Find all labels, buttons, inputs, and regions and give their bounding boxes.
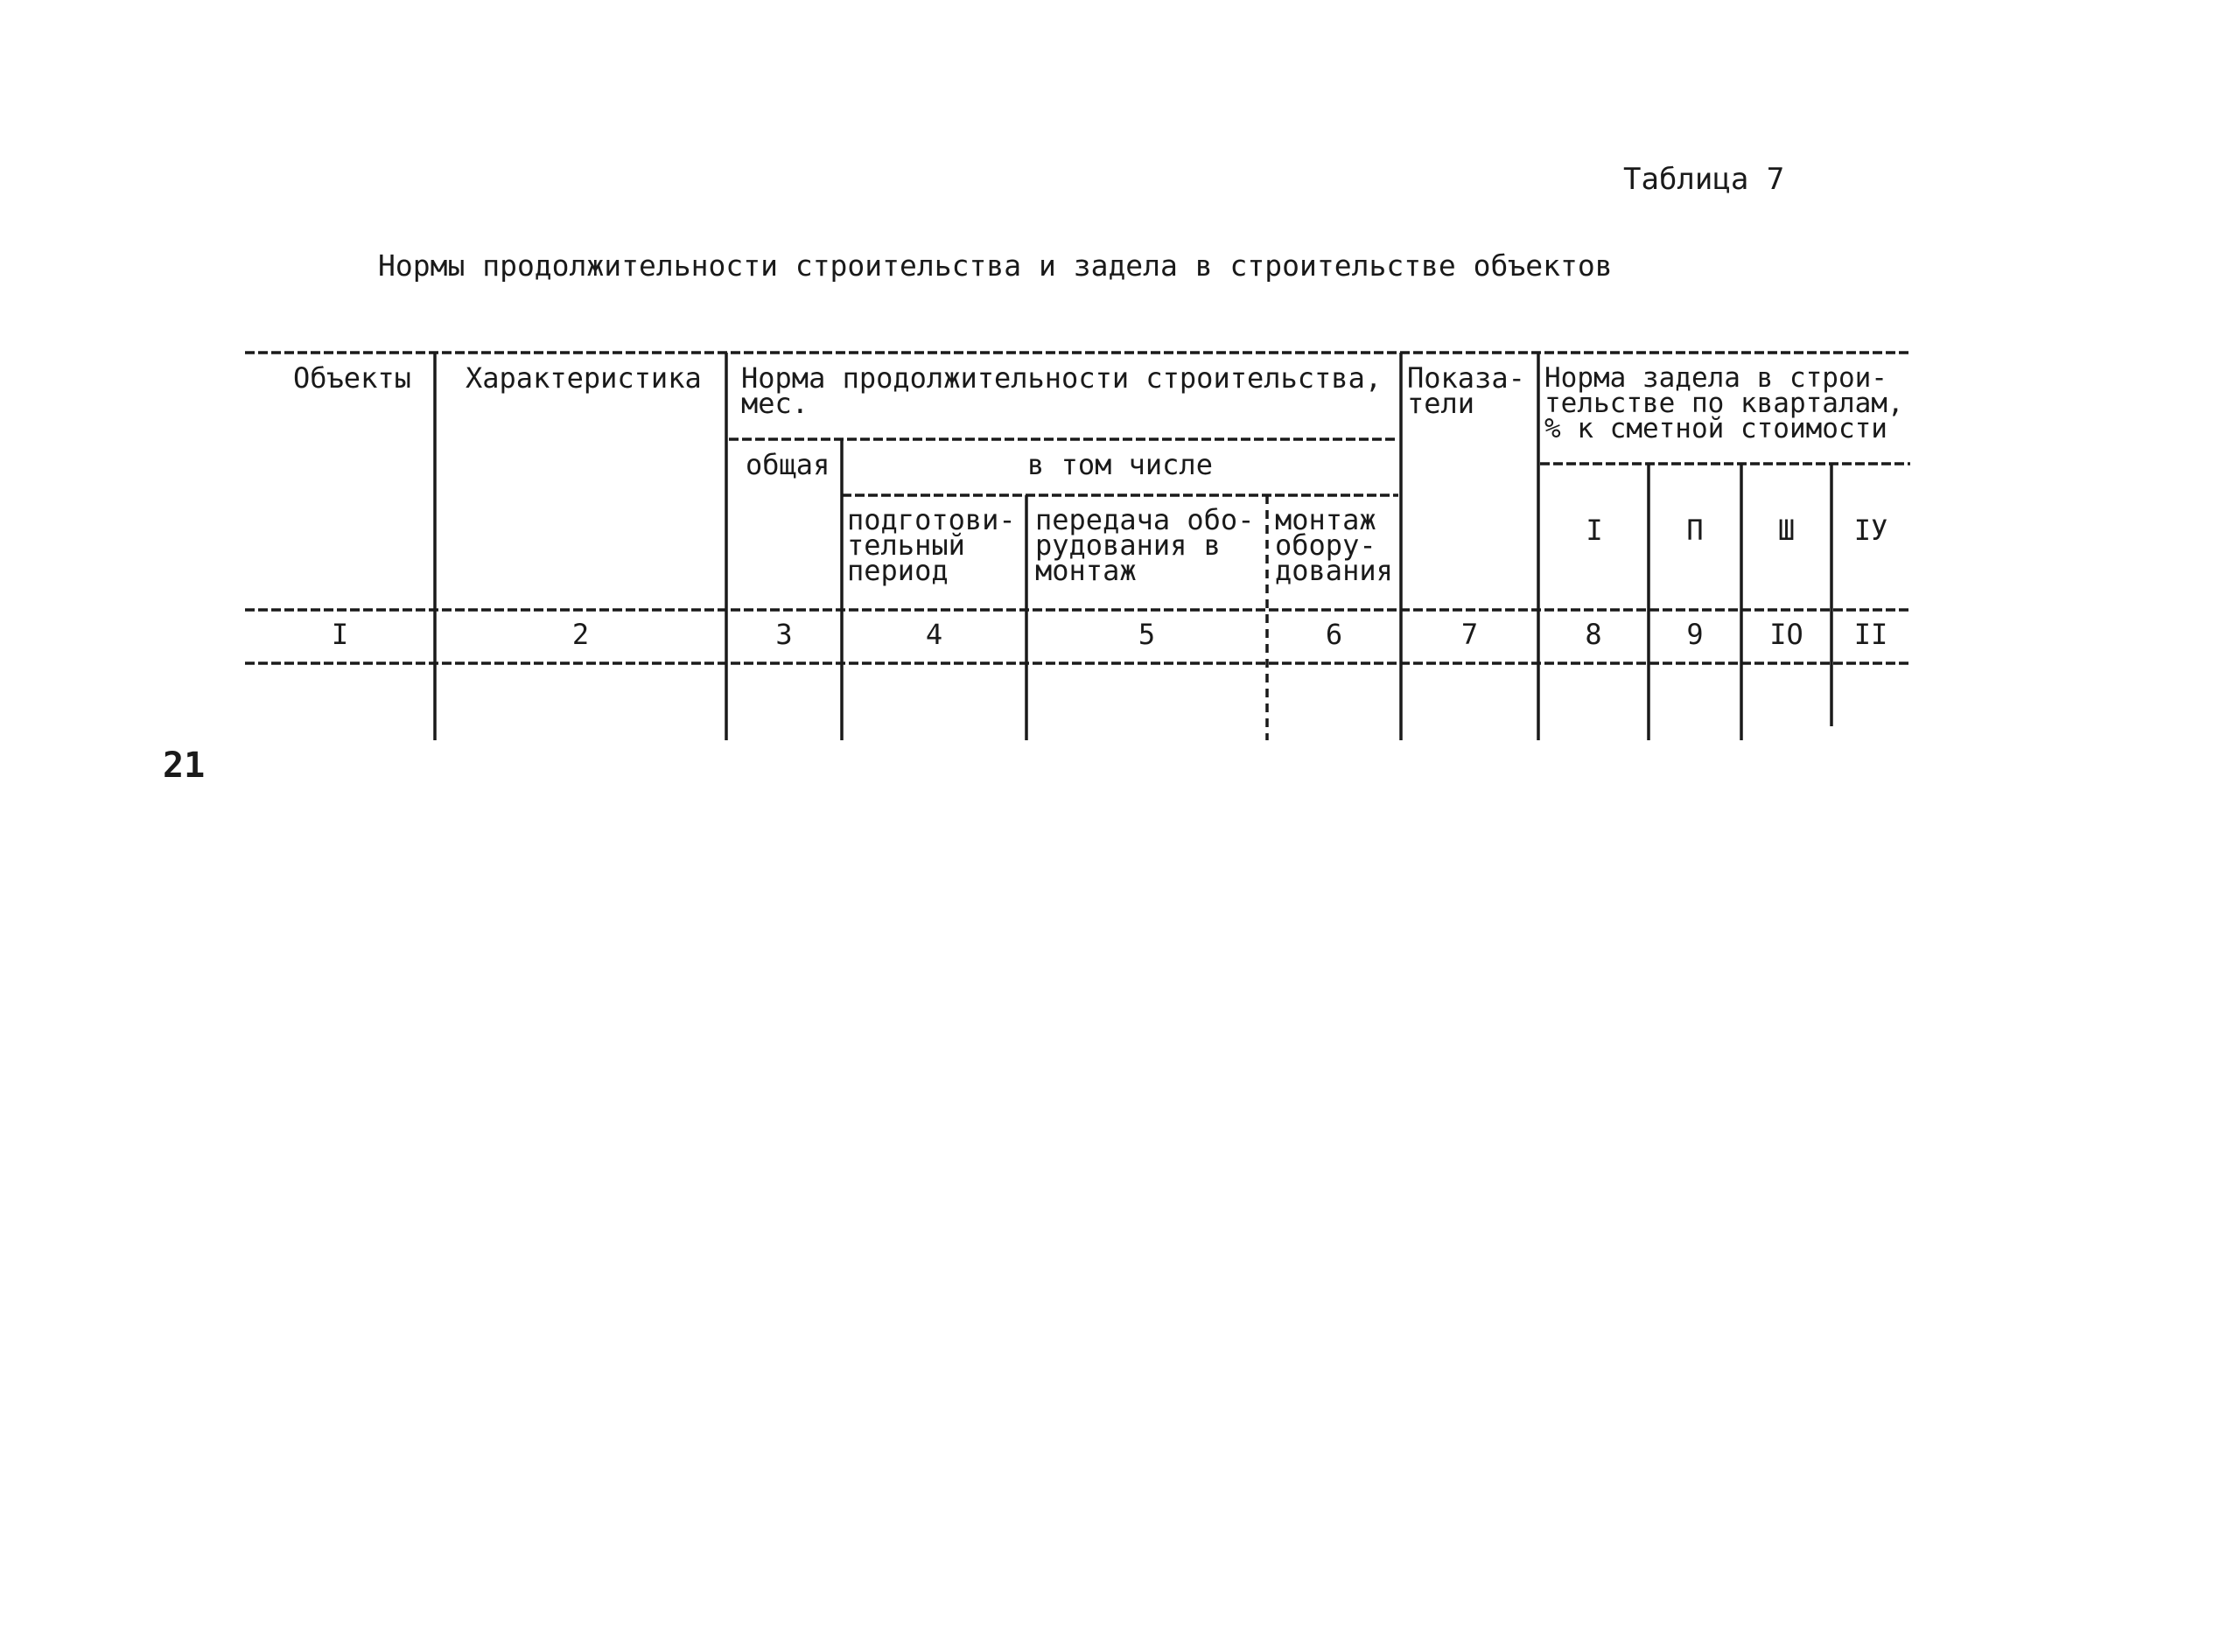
header-including: в том числе bbox=[1027, 448, 1213, 481]
header-backlog-line-2: тельстве по кварталам, bbox=[1544, 388, 1904, 419]
header-backlog-norm bbox=[1544, 362, 1904, 444]
header-equipment-transfer bbox=[1035, 503, 1255, 587]
header-backlog-line-1: Норма задела в строи- bbox=[1544, 362, 1887, 394]
header-quarter-2: П bbox=[1686, 514, 1704, 547]
column-number: 5 bbox=[1138, 618, 1156, 651]
table-label: Таблица 7 bbox=[1623, 162, 1785, 197]
column-number: II bbox=[1853, 618, 1888, 651]
header-quarter-4: IУ bbox=[1853, 514, 1888, 547]
column-number: 8 bbox=[1585, 618, 1602, 651]
header-duration-norm-line-2: мес. bbox=[741, 387, 809, 420]
header-characteristic: Характеристика bbox=[466, 361, 702, 395]
header-equipment-install bbox=[1275, 503, 1393, 587]
header-equipment-transfer-line-2: рудования в bbox=[1035, 528, 1221, 562]
header-duration-norm-line-1: Норма продолжительности строительства, bbox=[741, 361, 1383, 395]
header-indicators-line-2: тели bbox=[1407, 387, 1475, 420]
header-preparatory-line-1: подготови- bbox=[847, 503, 1016, 536]
column-number: I bbox=[331, 618, 349, 651]
column-number: 4 bbox=[925, 618, 943, 651]
header-indicators-line-1: Показа- bbox=[1407, 361, 1525, 395]
document-title: Нормы продолжительности строительства и задела в строительстве объектов bbox=[378, 248, 1613, 283]
column-number: 9 bbox=[1686, 618, 1704, 651]
header-preparatory-line-3: период bbox=[847, 554, 949, 587]
column-number: 2 bbox=[571, 618, 590, 651]
header-equipment-install-line-1: монтаж bbox=[1275, 503, 1376, 536]
header-duration-norm bbox=[741, 361, 1383, 420]
header-equipment-transfer-line-3: монтаж bbox=[1035, 554, 1137, 587]
header-objects: Объекты bbox=[293, 361, 411, 395]
header-preparatory-period bbox=[847, 503, 1016, 587]
header-quarter-1: I bbox=[1586, 514, 1603, 547]
header-indicators bbox=[1407, 361, 1525, 420]
header-equipment-install-line-3: дования bbox=[1275, 554, 1393, 587]
column-number: 3 bbox=[775, 618, 793, 651]
header-total: общая bbox=[746, 448, 830, 481]
column-number: 6 bbox=[1325, 618, 1343, 651]
header-equipment-install-line-2: обору- bbox=[1275, 528, 1376, 562]
column-number: 7 bbox=[1460, 618, 1479, 651]
header-equipment-transfer-line-1: передача обо- bbox=[1035, 503, 1255, 536]
header-backlog-line-3: % к сметной стоимости bbox=[1544, 413, 1887, 444]
page-number: 21 bbox=[163, 746, 206, 786]
column-number: IO bbox=[1769, 618, 1803, 651]
header-quarter-3: Ш bbox=[1777, 514, 1796, 547]
header-preparatory-line-2: тельный bbox=[847, 528, 965, 562]
